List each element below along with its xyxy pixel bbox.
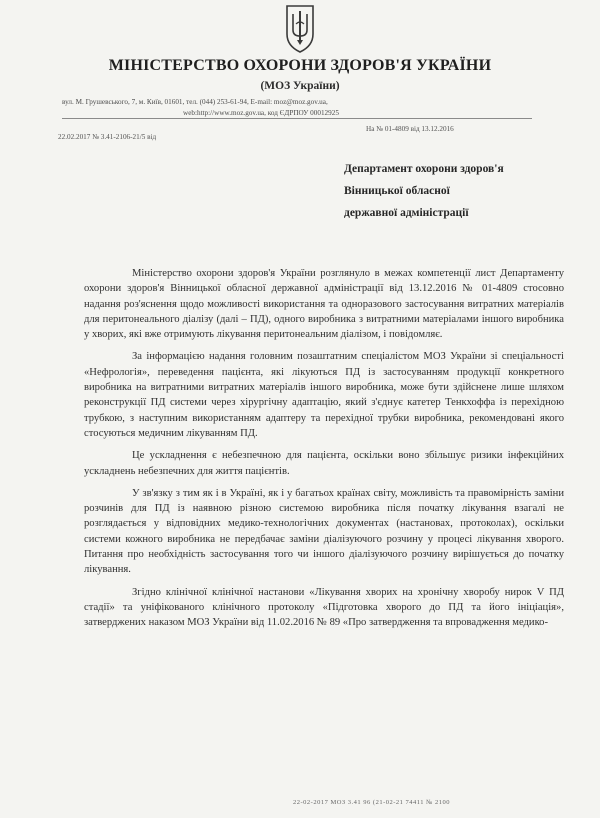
header-divider — [62, 118, 532, 119]
addressee-line: державної адміністрації — [344, 207, 469, 219]
body-paragraph: Це ускладнення є небезпечною для пацієнта, оскільки воно збільшує ризики інфекційних ускладнень небезпечних для життя пацієнтів. — [84, 450, 564, 477]
letter-body — [84, 266, 564, 638]
outgoing-reference: 22.02.2017 № 3.41-2106-21/5 від — [58, 133, 157, 141]
addressee-block — [344, 158, 584, 224]
body-paragraph: За інформацією надання головним позаштатним спеціалістом МОЗ України зі спеціальності «Нефрологія», переведення пацієнта, які лікуються ПД із застосуванням продукції конкретного виробника на витратними витратних матеріалів іншого виробника, може бути здійснене лише шляхом реконструкції ПД системи через хірургічну адаптацію, який з'єднує катетер Тенкхоффа із перехідною трубкою, з наступним використанням адаптеру та перехідної трубки виробника, рекомендовані якого стосуються медичним лікуванням ПД. — [84, 351, 564, 439]
registration-footer-code: 22-02-2017 МОЗ 3.41 96 (21-02-21 74411 № 2100 — [293, 799, 451, 806]
body-paragraph: Міністерство охорони здоров'я України розглянуло в межах компетенції лист Департаменту охорони здоров'я Вінницької обласної державної адміністрації від 13.12.2016 № 01-4809 стосовно надання роз'яснення щодо можливості використання та одноразового застосування витратних матеріалів для перитонеального діалізу (далі – ПД), одного виробника з витратними матеріалами іншого виробника у хворих, які вже отримують лікування перитонеальним діалізом, і повідомляє. — [84, 268, 564, 341]
trident-coat-of-arms-icon — [284, 2, 316, 54]
ministry-web-line: web:http://www.moz.gov.ua, код ЄДРПОУ 00012925 — [183, 109, 339, 117]
ministry-abbreviation: (МОЗ України) — [260, 80, 340, 92]
addressee-line: Вінницької обласної — [344, 185, 450, 197]
addressee-line: Департамент охорони здоров'я — [344, 163, 504, 175]
incoming-reference: На № 01-4809 від 13.12.2016 — [366, 125, 454, 133]
ministry-address-line: вул. М. Грушевського, 7, м. Київ, 01601, тел. (044) 253-61-94, E-mail: moz@moz.gov.ua, — [62, 98, 328, 106]
body-paragraph: У зв'язку з тим як і в Україні, як і у багатьох країнах світу, можливість та правомірність заміни розчинів для ПД із наявною різною системою виробника після початку лікування взагалі не розглядається у відповідних медико-технологічних документах (настановах, протоколах), оскільки системи кожного виробника не передбачає заміни діалізуючого розчину у процесі лікування хворого. Питання про необхідність застосування того чи іншого діалізуючого розчину вирішується до початку лікування. — [84, 487, 564, 576]
body-paragraph: Згідно клінічної клінічної настанови «Лікування хворих на хронічну хворобу нирок V ПД стадії» та уніфікованого клінічного протоколу «Підготовка хворого до ПД та його ініціація», затверджених наказом МОЗ України від 11.02.2016 № 89 «Про затвердження та впровадження медико- — [84, 586, 564, 629]
ministry-title: МІНІСТЕРСТВО ОХОРОНИ ЗДОРОВ'Я УКРАЇНИ — [108, 57, 492, 74]
